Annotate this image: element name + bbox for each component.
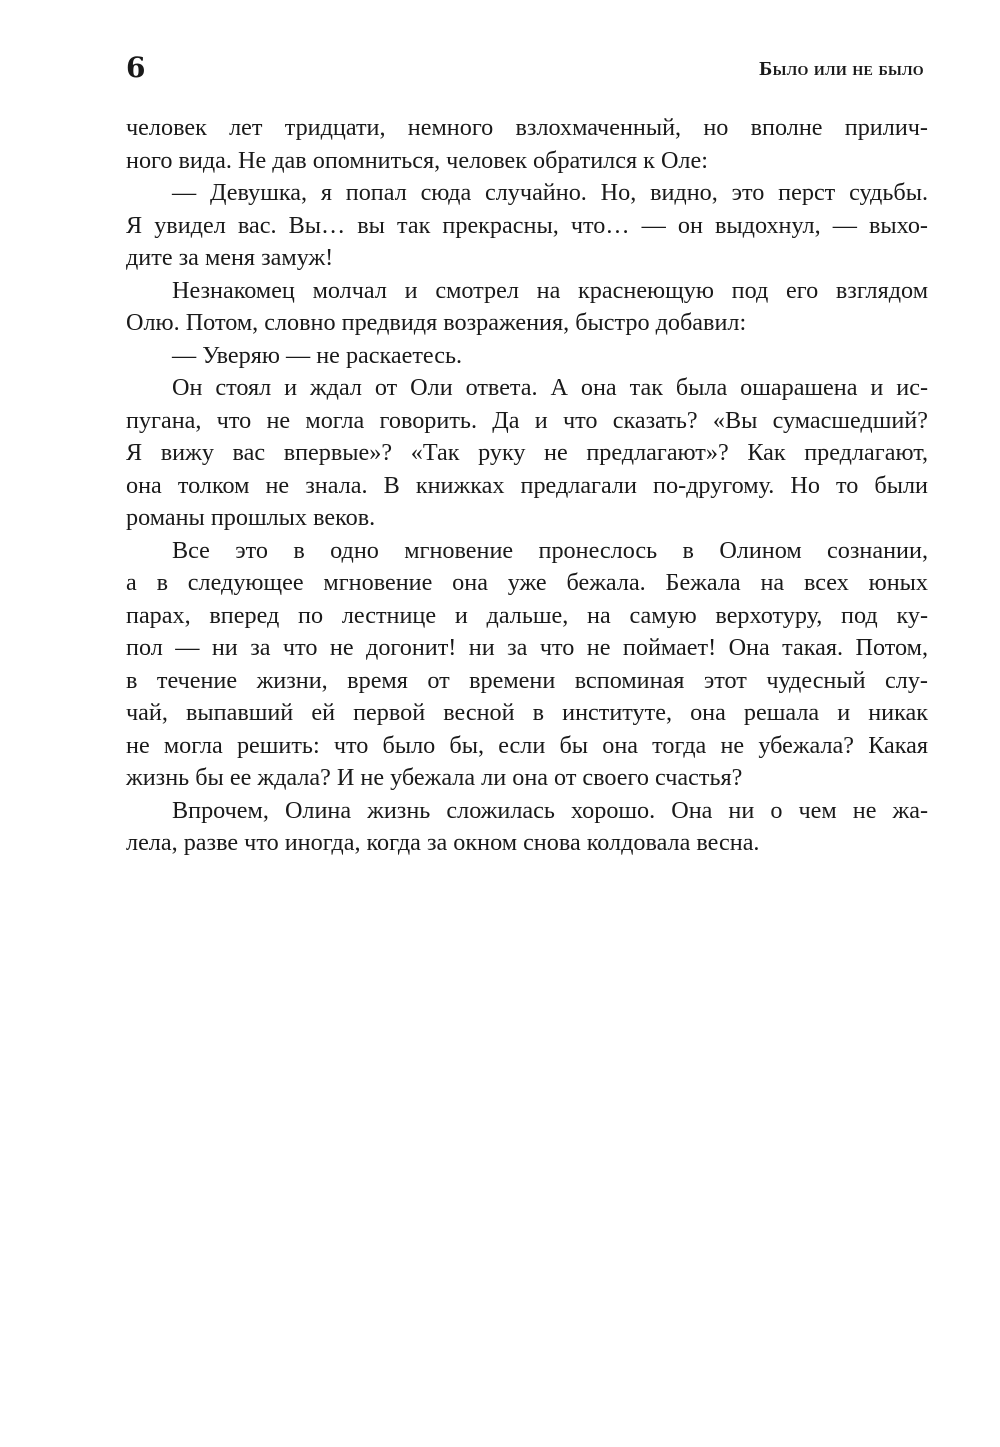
text-line: парах, вперед по лестнице и дальше, на самую верхотуру, под ку- xyxy=(126,601,928,629)
page-number: 6 xyxy=(126,51,146,84)
text-line: Незнакомец молчал и смотрел на краснеющую под его взглядом xyxy=(172,276,928,304)
text-line: Он стоял и ждал от Оли ответа. А она так была ошарашена и ис- xyxy=(172,374,928,401)
text-line: — Девушка, я попал сюда случайно. Но, видно, это перст судьбы. xyxy=(172,179,928,206)
body-text xyxy=(126,112,928,860)
text-line: пол — ни за что не догонит! ни за что не поймает! Она такая. Потом, xyxy=(126,634,928,661)
text-line: она толком не знала. В книжках предлагали по-другому. Но то были xyxy=(126,471,928,499)
text-line: романы прошлых веков. xyxy=(126,504,376,531)
running-title: Было или не было xyxy=(759,58,924,80)
text-line: в течение жизни, время от времени вспоминая этот чудесный слу- xyxy=(126,666,928,694)
text-line: дите за меня замуж! xyxy=(126,244,334,271)
text-line: ного вида. Не дав опомниться, человек обратился к Оле: xyxy=(126,146,708,174)
text-line: Впрочем, Олина жизнь сложилась хорошо. Она ни о чем не жа- xyxy=(172,796,928,824)
text-line: Все это в одно мгновение пронеслось в Олином сознании, xyxy=(172,536,928,564)
text-line: чай, выпавший ей первой весной в институте, она решала и никак xyxy=(126,699,928,726)
text-line: Олю. Потом, словно предвидя возражения, быстро добавил: xyxy=(126,309,747,336)
text-line: человек лет тридцати, немного взлохмаченный, но вполне прилич- xyxy=(126,114,928,141)
text-line: а в следующее мгновение она уже бежала. Бежала на всех юных xyxy=(126,569,928,596)
text-line: пугана, что не могла говорить. Да и что сказать? «Вы сумасшедший? xyxy=(126,406,928,434)
text-line: Я увидел вас. Вы… вы так прекрасны, что… — он выдохнул, — выхо- xyxy=(126,211,928,239)
text-line: — Уверяю — не раскаетесь. xyxy=(172,341,463,369)
text-line: лела, разве что иногда, когда за окном снова колдовала весна. xyxy=(126,829,760,856)
text-line: жизнь бы ее ждала? И не убежала ли она от своего счастья? xyxy=(126,764,743,791)
text-line: не могла решить: что было бы, если бы она тогда не убежала? Какая xyxy=(126,731,928,759)
text-line: Я вижу вас впервые»? «Так руку не предлагают»? Как предлагают, xyxy=(126,439,928,466)
